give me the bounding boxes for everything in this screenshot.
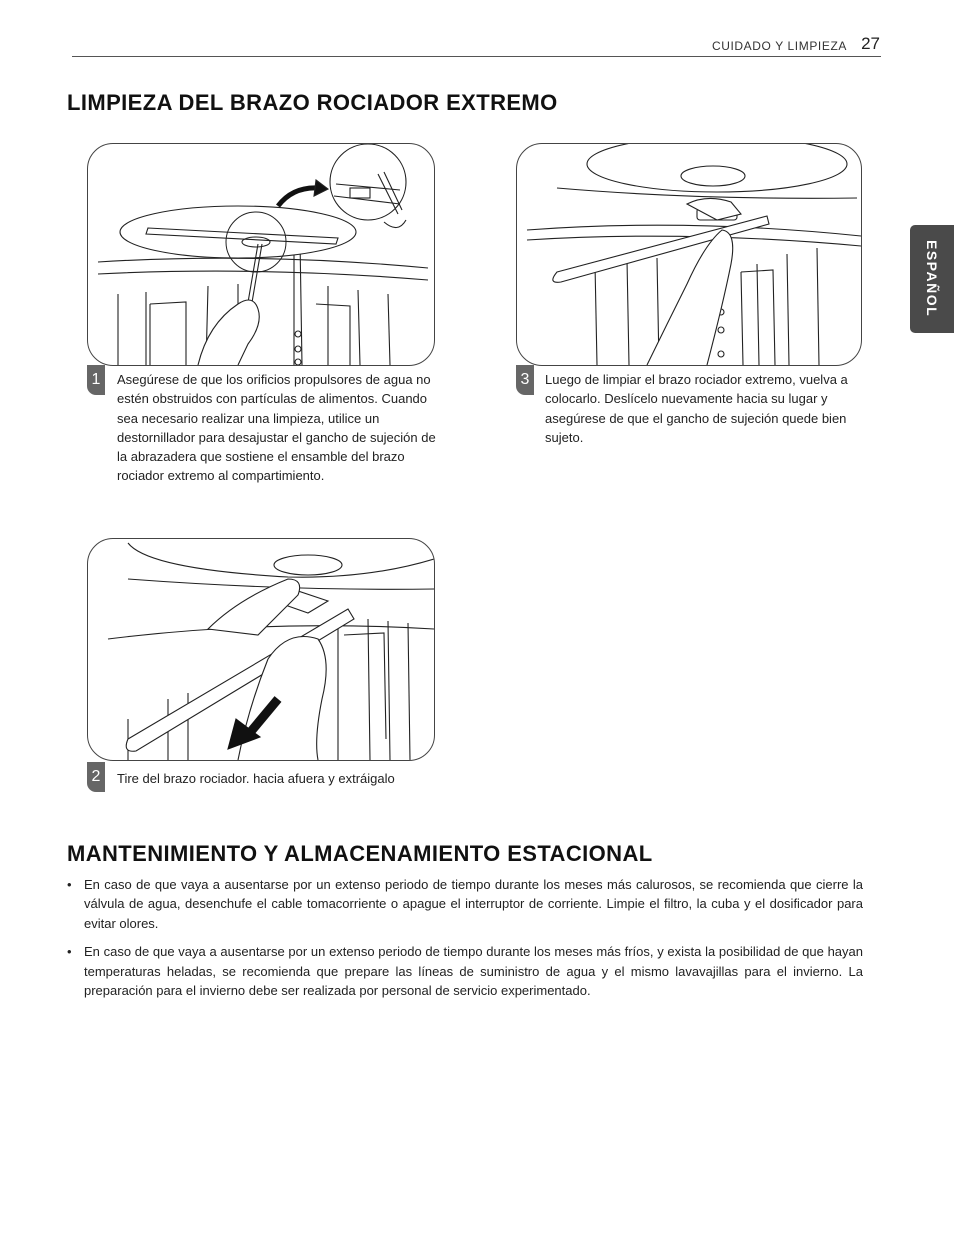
list-item-text: En caso de que vaya a ausentarse por un extenso periodo de tiempo durante los meses más calurosos, se recomienda que cierre la válvula de agua, desenchufe el cable tomacorriente o apague el interruptor de corriente. Limpie el filtro, la cuba y el dosificador para evitar olores. [84,877,863,931]
section-title-seasonal-maintenance: MANTENIMIENTO Y ALMACENAMIENTO ESTACIONAL [67,841,653,866]
list-item-text: En caso de que vaya a ausentarse por un extenso periodo de tiempo durante los meses más fríos, y exista la posibilidad de que hayan temperaturas heladas, se recomienda que prepare las líneas de suministro de agua y el mismo lavavajillas para el invierno. La preparación para el invierno debe ser realizada por personal de servicio experimentado. [84,944,863,999]
bullet-marker: • [67,877,72,892]
language-tab [910,225,954,333]
header-rule [72,56,881,57]
step-2-text: Tire del brazo rociador. hacia afuera y extráigalo [117,771,395,786]
illustration-step-3 [516,143,862,366]
bullet-marker: • [67,944,72,960]
list-item [67,942,863,1000]
step-1-text: Asegúrese de que los orificios propulsores de agua no estén obstruidos con partículas de alimentos. Cuando sea necesario realizar una limpieza, utilice un destornillador para desajustar el gancho de sujeción de la abrazadera que sostiene el ensamble del brazo rociador extremo al compartimiento. [117,372,436,484]
illustration-step-2 [87,538,435,761]
step-3-text: Luego de limpiar el brazo rociador extremo, vuelva a colocarlo. Deslícelo nuevamente hacia su lugar y asegúrese de que el gancho de sujeción quede bien sujeto. [545,372,848,445]
step-number-3: 3 [516,365,534,395]
illustration-step-1 [87,143,435,366]
header-section-title: CUIDADO Y LIMPIEZA [711,39,847,53]
step-number-2: 2 [87,762,105,792]
step-number-1: 1 [87,365,105,395]
language-tab-label: ESPAÑOL [924,240,940,318]
maintenance-bullet-list [67,875,863,1009]
page-number: 27 [861,34,880,53]
list-item [67,875,863,933]
section-title-spray-arm-cleaning: LIMPIEZA DEL BRAZO ROCIADOR EXTREMO [67,90,558,115]
